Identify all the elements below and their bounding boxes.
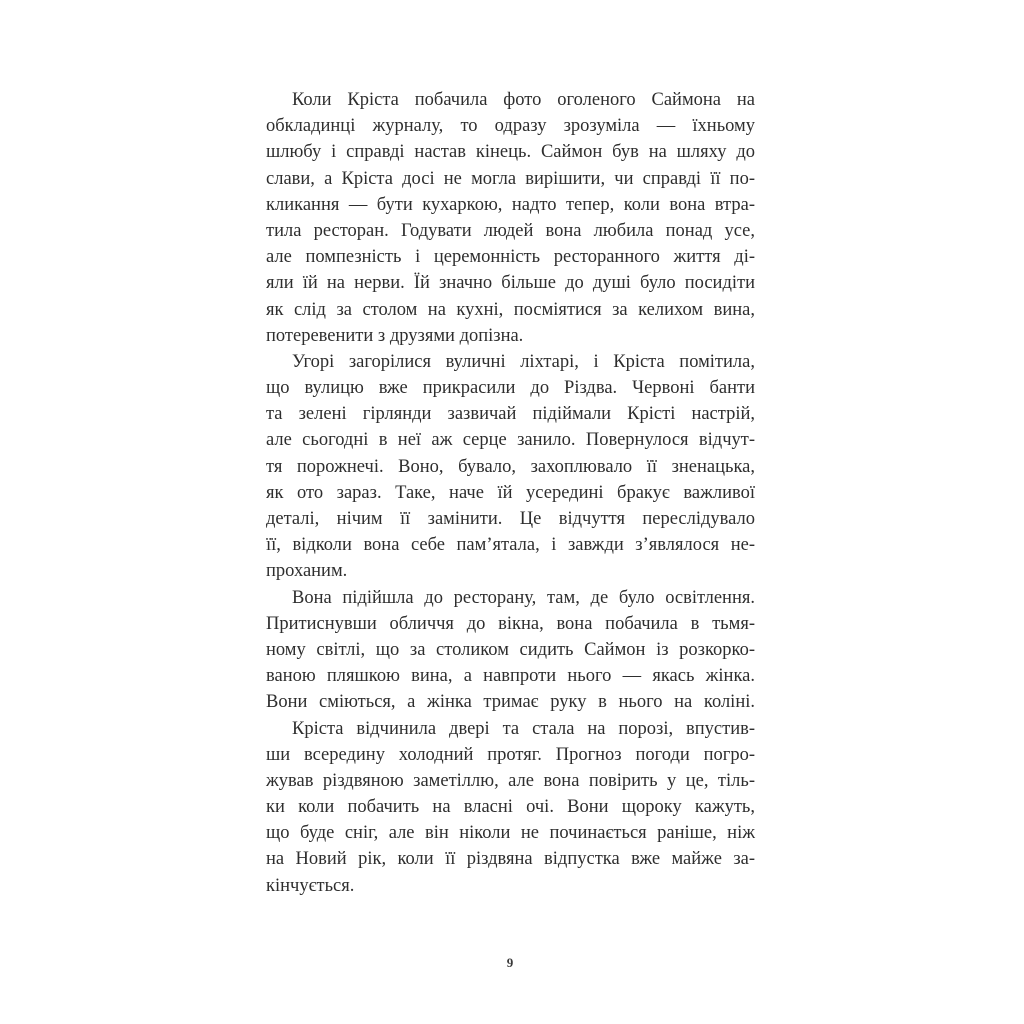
paragraph-3 xyxy=(266,585,755,716)
page-number-value: 9 xyxy=(506,955,514,970)
paragraph-1 xyxy=(266,87,755,349)
text-line: як ото зараз. Таке, наче їй усередині бракує важливої xyxy=(266,482,755,503)
text-line: тя порожнечі. Воно, бувало, захоплювало її зненацька, xyxy=(266,456,755,477)
text-line: Вона підійшла до ресторану, там, де було освітлення. xyxy=(292,587,755,608)
text-line: слави, а Кріста досі не могла вирішити, чи справді її по- xyxy=(266,168,755,189)
text-line: ному світлі, що за столиком сидить Саймон із розкорко- xyxy=(266,639,755,660)
paragraph-2 xyxy=(266,349,755,585)
text-line: шлюбу і справді настав кінець. Саймон був на шляху до xyxy=(266,142,755,163)
text-line: Кріста відчинила двері та стала на порозі, впустив- xyxy=(292,718,755,739)
text-line: яли їй на нерви. Їй значно більше до душі було посидіти xyxy=(266,273,755,294)
text-line: Вони сміються, а жінка тримає руку в нього на коліні. xyxy=(266,692,755,713)
text-line: потеревенити з друзями допізна. xyxy=(266,325,524,346)
text-line: обкладинці журналу, то одразу зрозуміла — їхньому xyxy=(266,116,755,137)
text-line: деталі, нічим її замінити. Це відчуття переслідувало xyxy=(266,509,755,529)
text-line: що буде сніг, але він ніколи не починається раніше, ніж xyxy=(266,823,755,844)
text-line: кінчується. xyxy=(266,875,355,896)
text-line: Притиснувши обличчя до вікна, вона побачила в тьмя- xyxy=(266,613,755,634)
text-line: але помпезність і церемонність ресторанного життя ді- xyxy=(266,247,755,268)
paragraph-4 xyxy=(266,716,755,899)
body-text xyxy=(266,87,755,899)
text-line: але сьогодні в неї аж серце занило. Повернулося відчут- xyxy=(266,430,755,451)
text-line: ваною пляшкою вина, а навпроти нього — якась жінка. xyxy=(266,666,755,687)
text-line: на Новий рік, коли її різдвяна відпустка вже майже за- xyxy=(266,849,755,870)
text-line: ки коли побачить на власні очі. Вони щороку кажуть, xyxy=(266,797,755,818)
text-line: та зелені гірлянди зазвичай підіймали Крісті настрій, xyxy=(266,404,755,425)
text-line: як слід за столом на кухні, посміятися за келихом вина, xyxy=(266,299,755,320)
text-line: тила ресторан. Годувати людей вона любила понад усе, xyxy=(266,220,755,241)
text-line: проханим. xyxy=(266,561,348,582)
text-line: ши всередину холодний протяг. Прогноз погоди погро- xyxy=(266,744,755,765)
text-line: кликання — бути кухаркою, надто тепер, коли вона втра- xyxy=(266,194,755,215)
page-number xyxy=(0,955,1024,971)
text-line: що вулицю вже прикрасили до Різдва. Червоні банти xyxy=(266,378,755,399)
text-line: Угорі загорілися вуличні ліхтарі, і Кріста помітила, xyxy=(292,351,755,372)
text-line: жував різдвяною заметіллю, але вона повірить у це, тіль- xyxy=(266,770,755,791)
text-line: її, відколи вона себе пам’ятала, і завжди з’являлося не- xyxy=(266,535,755,556)
text-line: Коли Кріста побачила фото оголеного Саймона на xyxy=(292,90,755,110)
